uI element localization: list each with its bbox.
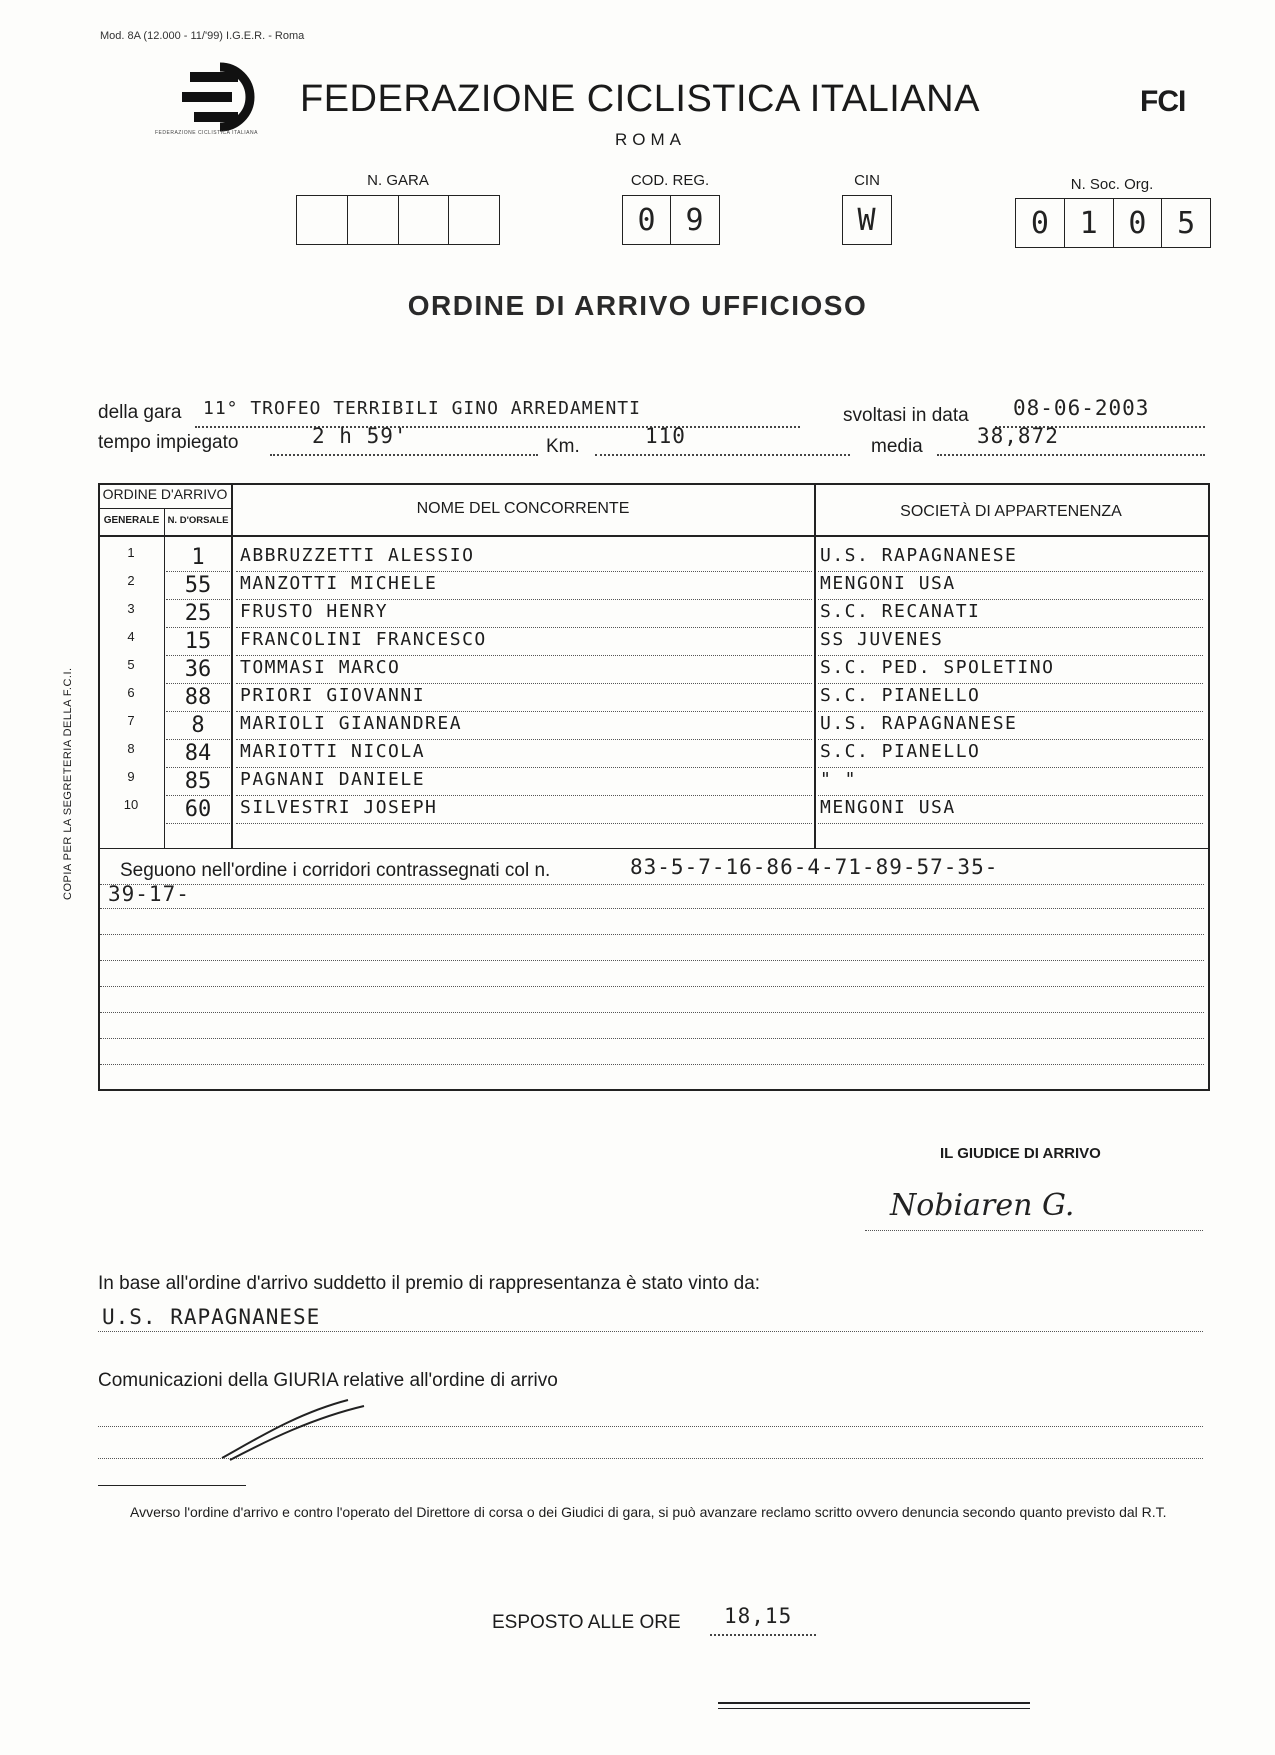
row-bib-number: 60: [184, 797, 212, 822]
data-value: 08-06-2003: [1013, 396, 1150, 420]
side-copy-text: COPIA PER LA SEGRETERIA DELLA F.C.I.: [62, 667, 74, 900]
row-position: 5: [127, 657, 135, 672]
row-dotted-line: [236, 599, 812, 600]
row-dotted-line: [166, 795, 230, 796]
row-position: 9: [127, 769, 135, 784]
row-rider-name: PAGNANI DANIELE: [240, 769, 426, 790]
row-position: 10: [123, 797, 139, 812]
fci-emblem-icon: [160, 62, 270, 132]
row-bib-number: 8: [191, 713, 205, 738]
fci-logo-icon: FCI: [1140, 85, 1186, 118]
gara-label: della gara: [98, 402, 182, 423]
row-bib-number: 88: [184, 685, 212, 710]
row-position: 3: [127, 601, 135, 616]
col-divider: [164, 508, 165, 848]
cin-cell: W: [857, 202, 876, 238]
row-rider-name: FRUSTO HENRY: [240, 601, 389, 622]
follow-dotted-line: [100, 986, 1204, 987]
strike-mark-icon: [218, 1398, 368, 1462]
follow-dotted-line: [100, 960, 1204, 961]
row-position: 8: [127, 741, 135, 756]
row-team: S.C. PIANELLO: [820, 685, 981, 706]
prize-text: In base all'ordine d'arrivo suddetto il premio di rappresentanza è stato vinto da:: [98, 1273, 761, 1294]
tempo-label: tempo impiegato: [98, 432, 239, 453]
follow-dotted-line: [100, 908, 1204, 909]
row-bib-number: 1: [191, 545, 205, 570]
cin-label: CIN: [854, 172, 880, 189]
row-bib-number: 15: [184, 629, 212, 654]
row-rider-name: PRIORI GIOVANNI: [240, 685, 426, 706]
follow-dotted-line: [100, 1012, 1204, 1013]
prize-value: U.S. RAPAGNANESE: [102, 1305, 321, 1329]
row-position: 4: [127, 629, 135, 644]
n-soc-org-cell: 0: [1114, 199, 1163, 247]
city: ROMA: [615, 130, 686, 149]
data-label: svoltasi in data: [843, 405, 969, 426]
gara-field: [195, 398, 800, 428]
cod-reg-cell: 0: [623, 196, 671, 244]
row-dotted-line: [818, 823, 1203, 824]
follow-dotted-line: [100, 1064, 1204, 1065]
note-rule: [98, 1485, 246, 1486]
km-field: [595, 424, 850, 456]
form-code: Mod. 8A (12.000 - 11/'99) I.G.E.R. - Roma: [100, 30, 305, 42]
row-dotted-line: [236, 739, 812, 740]
follow-numbers-1: 83-5-7-16-86-4-71-89-57-35-: [630, 855, 999, 879]
row-dotted-line: [818, 571, 1203, 572]
row-dotted-line: [236, 767, 812, 768]
n-soc-org-boxes: [1015, 198, 1211, 248]
row-team: S.C. RECANATI: [820, 601, 981, 622]
row-dotted-line: [166, 823, 230, 824]
row-team: SS JUVENES: [820, 629, 944, 650]
row-dotted-line: [818, 655, 1203, 656]
row-position: 1: [127, 545, 135, 560]
row-rider-name: MANZOTTI MICHELE: [240, 573, 438, 594]
row-bib-number: 55: [184, 573, 212, 598]
row-dotted-line: [236, 711, 812, 712]
footer-rule: [718, 1708, 1030, 1709]
row-bib-number: 25: [184, 601, 212, 626]
n-gara-cell: [449, 196, 499, 244]
row-dotted-line: [236, 655, 812, 656]
row-rider-name: TOMMASI MARCO: [240, 657, 401, 678]
n-gara-label: N. GARA: [367, 172, 429, 189]
row-dotted-line: [818, 627, 1203, 628]
tempo-field: [270, 424, 538, 456]
row-dotted-line: [818, 599, 1203, 600]
row-team: S.C. PED. SPOLETINO: [820, 657, 1055, 678]
col-dorsale: N. D'ORSALE: [167, 515, 229, 526]
follow-label: Seguono nell'ordine i corridori contrassegnati col n.: [120, 860, 551, 881]
gara-value: 11° TROFEO TERRIBILI GINO ARREDAMENTI: [203, 398, 641, 419]
row-dotted-line: [236, 795, 812, 796]
cod-reg-boxes: [622, 195, 720, 245]
n-gara-cell: [297, 196, 348, 244]
row-dotted-line: [236, 823, 812, 824]
row-dotted-line: [818, 795, 1203, 796]
row-team: U.S. RAPAGNANESE: [820, 545, 1018, 566]
col-divider: [814, 483, 816, 848]
row-dotted-line: [166, 683, 230, 684]
row-dotted-line: [166, 767, 230, 768]
row-dotted-line: [818, 711, 1203, 712]
row-position: 6: [127, 685, 135, 700]
cod-reg-cell: 9: [685, 202, 704, 238]
row-bib-number: 84: [184, 741, 212, 766]
row-dotted-line: [236, 627, 812, 628]
row-dotted-line: [166, 599, 230, 600]
row-team: MENGONI USA: [820, 573, 956, 594]
col-nome: NOME DEL CONCORRENTE: [416, 500, 630, 517]
follow-dotted-line: [100, 934, 1204, 935]
km-value: 110: [645, 424, 686, 448]
tempo-value: 2 h 59': [312, 424, 408, 448]
row-dotted-line: [818, 767, 1203, 768]
cin-boxes: [842, 195, 892, 245]
row-bib-number: 85: [184, 769, 212, 794]
row-team: U.S. RAPAGNANESE: [820, 713, 1018, 734]
row-rider-name: SILVESTRI JOSEPH: [240, 797, 438, 818]
col-generale: GENERALE: [103, 515, 160, 526]
follow-numbers-2: 39-17-: [108, 882, 190, 906]
federation-name: FEDERAZIONE CICLISTICA ITALIANA: [300, 78, 980, 120]
row-dotted-line: [166, 655, 230, 656]
row-dotted-line: [236, 571, 812, 572]
row-bib-number: 36: [184, 657, 212, 682]
n-soc-org-cell: 1: [1065, 199, 1114, 247]
col-divider: [231, 483, 233, 848]
emblem-caption: FEDERAZIONE CICLISTICA ITALIANA: [155, 130, 258, 136]
table-header-divider: [98, 535, 1208, 537]
row-position: 7: [127, 713, 135, 728]
footer-rule: [718, 1702, 1030, 1704]
judge-label: IL GIUDICE DI ARRIVO: [940, 1145, 1101, 1162]
row-dotted-line: [166, 571, 230, 572]
n-gara-boxes: [296, 195, 500, 245]
cod-reg-label: COD. REG.: [630, 172, 710, 189]
row-position: 2: [127, 573, 135, 588]
row-rider-name: MARIOTTI NICOLA: [240, 741, 426, 762]
row-dotted-line: [166, 627, 230, 628]
follow-dotted-line: [100, 1038, 1204, 1039]
follow-dotted-line: [100, 884, 1204, 885]
jury-text: Comunicazioni della GIURIA relative all'ordine di arrivo: [98, 1370, 558, 1391]
esposto-value: 18,15: [724, 1604, 793, 1628]
row-rider-name: FRANCOLINI FRANCESCO: [240, 629, 487, 650]
row-team: MENGONI USA: [820, 797, 956, 818]
row-team: " ": [820, 769, 858, 790]
km-label: Km.: [546, 436, 580, 457]
judge-signature: Nobiaren G.: [890, 1188, 1075, 1223]
row-team: S.C. PIANELLO: [820, 741, 981, 762]
prize-line: [98, 1331, 1203, 1332]
signature-line: [865, 1230, 1203, 1231]
esposto-field: [710, 1604, 816, 1636]
group-header: ORDINE D'ARRIVO: [102, 486, 228, 502]
n-soc-org-cell: 0: [1016, 199, 1065, 247]
n-soc-org-label: N. Soc. Org.: [1070, 176, 1154, 193]
row-dotted-line: [818, 739, 1203, 740]
legal-note: Avverso l'ordine d'arrivo e contro l'operato del Direttore di corsa o dei Giudici di gara, si può avanzare reclamo scritto ovvero denuncia secondo quanto previsto dal R.T.: [130, 1504, 1167, 1520]
n-gara-cell: [348, 196, 399, 244]
row-rider-name: ABBRUZZETTI ALESSIO: [240, 545, 475, 566]
media-value: 38,872: [977, 424, 1059, 448]
media-field: [937, 424, 1205, 456]
n-gara-cell: [399, 196, 450, 244]
row-dotted-line: [166, 711, 230, 712]
row-dotted-line: [166, 739, 230, 740]
row-dotted-line: [236, 683, 812, 684]
row-rider-name: MARIOLI GIANANDREA: [240, 713, 463, 734]
esposto-label: ESPOSTO ALLE ORE: [492, 1612, 681, 1633]
n-soc-org-cell: 5: [1177, 205, 1196, 241]
media-label: media: [871, 436, 923, 457]
form-title: ORDINE DI ARRIVO UFFICIOSO: [407, 290, 868, 321]
col-societa: SOCIETÀ DI APPARTENENZA: [900, 503, 1122, 520]
rows-end-divider: [98, 848, 1208, 849]
row-dotted-line: [818, 683, 1203, 684]
